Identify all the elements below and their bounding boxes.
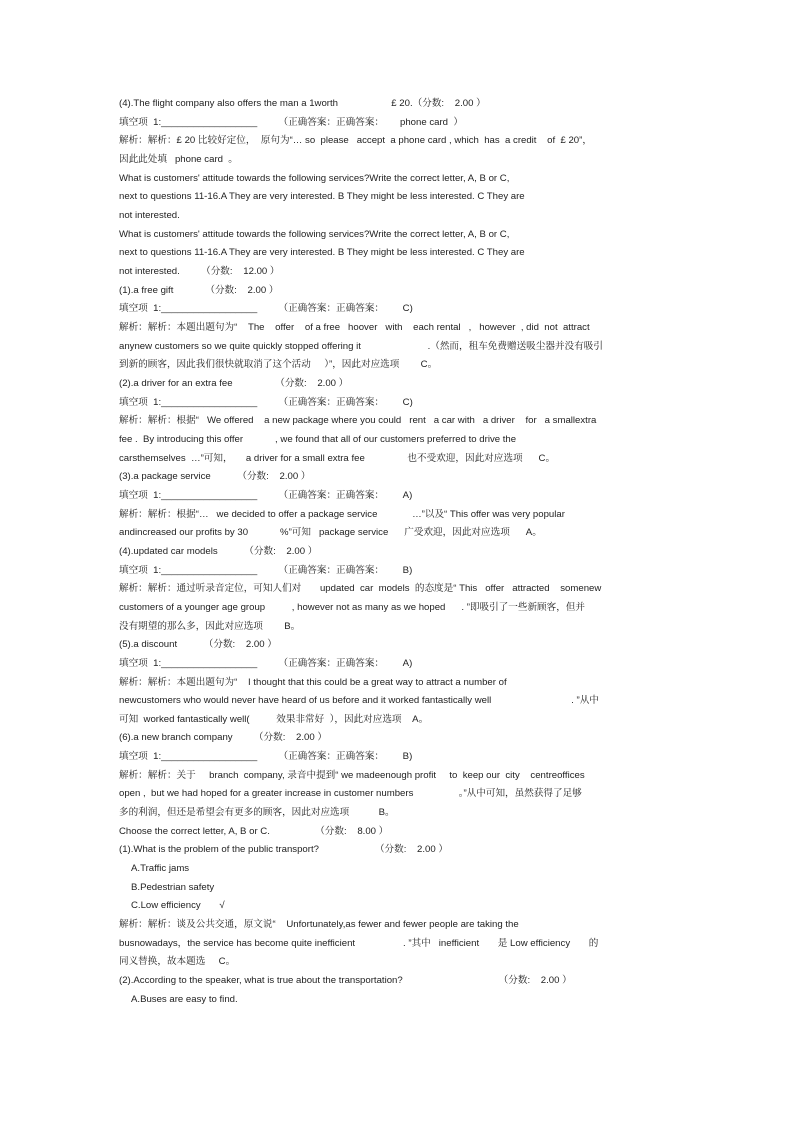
text-line: newcustomers who would never have heard of us before and it worked fantastically well . ”从中 (119, 695, 599, 707)
text-line: 解析：解析：通过听录音定位，可知人们对 updated car models 的态度是“ This offer attracted somenew (119, 583, 602, 595)
answer-option: A.Buses are easy to find. (131, 993, 238, 1005)
text-line: 因此此处填 phone card 。 (119, 154, 238, 165)
text-line: 多的利润，但还是希望会有更多的顾客，因此对应选项 B。 (119, 807, 395, 819)
text-line: 填空项 1:__________________ （正确答案：正确答案： phone card ） (119, 116, 463, 128)
text-line: 填空项 1:__________________ （正确答案：正确答案： C) (119, 396, 413, 408)
text-line: (2).a driver for an extra fee （分数: 2.00 ） (119, 377, 349, 389)
text-line: customers of a younger age group , however not as many as we hoped . ”即吸引了一些新顾客，但并 (119, 601, 586, 613)
text-line: 解析：解析：关于 branch company, 录音中提到“ we madeenough profit to keep our city centreoffices (119, 769, 585, 781)
text-line: 没有期望的那么多，因此对应选项 B。 (119, 620, 301, 632)
text-line: 可知 worked fantastically well( 效果非常好 ），因此对应选项 A。 (119, 713, 429, 725)
text-line: 填空项 1:__________________ （正确答案：正确答案： B) (119, 564, 413, 576)
answer-option: B.Pedestrian safety (131, 881, 215, 893)
text-line: 解析：解析：£ 20 比较好定位， 原句为“… so please accept a phone card , which has a credit of £ 20”， (119, 135, 592, 147)
text-line: next to questions 11-16.A They are very interested. B They might be less interested. C They are (119, 191, 525, 203)
text-line: not interested. (119, 210, 180, 221)
text-line: 解析：解析：本题出题句为“ The offer of a free hoover with each rental , however , did not attract (119, 321, 590, 333)
text-line: (1).What is the problem of the public transport? （分数: 2.00 ） (119, 844, 448, 856)
text-line: (6).a new branch company （分数: 2.00 ） (119, 732, 327, 744)
text-line: (1).a free gift （分数: 2.00 ） (119, 284, 279, 296)
text-line: 解析：解析：根据“… we decided to offer a package service …”以及“ This offer was very popular (119, 508, 565, 520)
text-line: Choose the correct letter, A, B or C. （分数: 8.00 ） (119, 825, 389, 837)
text-line: carsthemselves …”可知， a driver for a small extra fee 也不受欢迎，因此对应选项 C。 (119, 452, 556, 464)
text-line: What is customers' attitude towards the following services?Write the correct letter, A, B or C, (119, 228, 510, 240)
text-line: (5).a discount （分数: 2.00 ） (119, 639, 277, 651)
text-line: (4).The flight company also offers the man a 1worth £ 20.（分数: 2.00 ） (119, 98, 486, 109)
text-line: andincreased our profits by 30 %”可知 package service 广受欢迎，因此对应选项 A。 (119, 527, 542, 539)
text-line: 填空项 1:__________________ （正确答案：正确答案： A) (119, 657, 413, 669)
text-line: (3).a package service （分数: 2.00 ） (119, 471, 311, 483)
text-line: anynew customers so we quite quickly stopped offering it .（然而，租车免费赠送吸尘器并没有吸引 (119, 340, 603, 352)
text-line: open , but we had hoped for a greater increase in customer numbers 。”从中可知，虽然获得了足够 (119, 788, 582, 800)
text-line: 解析：解析：根据“ We offered a new package where you could rent a car with a driver for a smallextra (119, 415, 597, 427)
text-line: 填空项 1:__________________ （正确答案：正确答案： A) (119, 489, 413, 501)
text-line: not interested. （分数: 12.00 ） (119, 265, 280, 277)
text-line: busnowadays，the service has become quite inefficient . ”其中 inefficient 是 Low efficiency 的 (119, 937, 599, 949)
text-line: fee . By introducing this offer , we found that all of our customers preferred to drive the (119, 433, 517, 445)
text-line: What is customers' attitude towards the following services?Write the correct letter, A, B or C, (119, 172, 510, 184)
text-line: 到新的顾客，因此我们很快就取消了这个活动 ）”，因此对应选项 C。 (119, 359, 438, 371)
answer-option: C.Low efficiency √ (131, 900, 225, 912)
text-line: 解析：解析：谈及公共交通，原文说“ Unfortunately,as fewer and fewer people are taking the (119, 919, 519, 930)
text-line: 同义替换，故本题选 C。 (119, 956, 236, 968)
text-line: (4).updated car models （分数: 2.00 ） (119, 545, 318, 557)
answer-option: A.Traffic jams (131, 863, 190, 875)
text-line: 填空项 1:__________________ （正确答案：正确答案： C) (119, 303, 413, 315)
text-line: (2).According to the speaker, what is true about the transportation? （分数: 2.00 ） (119, 975, 572, 986)
text-line: 解析：解析：本题出题句为“ I thought that this could be a great way to attract a number of (119, 676, 507, 688)
text-line: 填空项 1:__________________ （正确答案：正确答案： B) (119, 751, 413, 763)
text-line: next to questions 11-16.A They are very interested. B They might be less interested. C They are (119, 247, 525, 259)
